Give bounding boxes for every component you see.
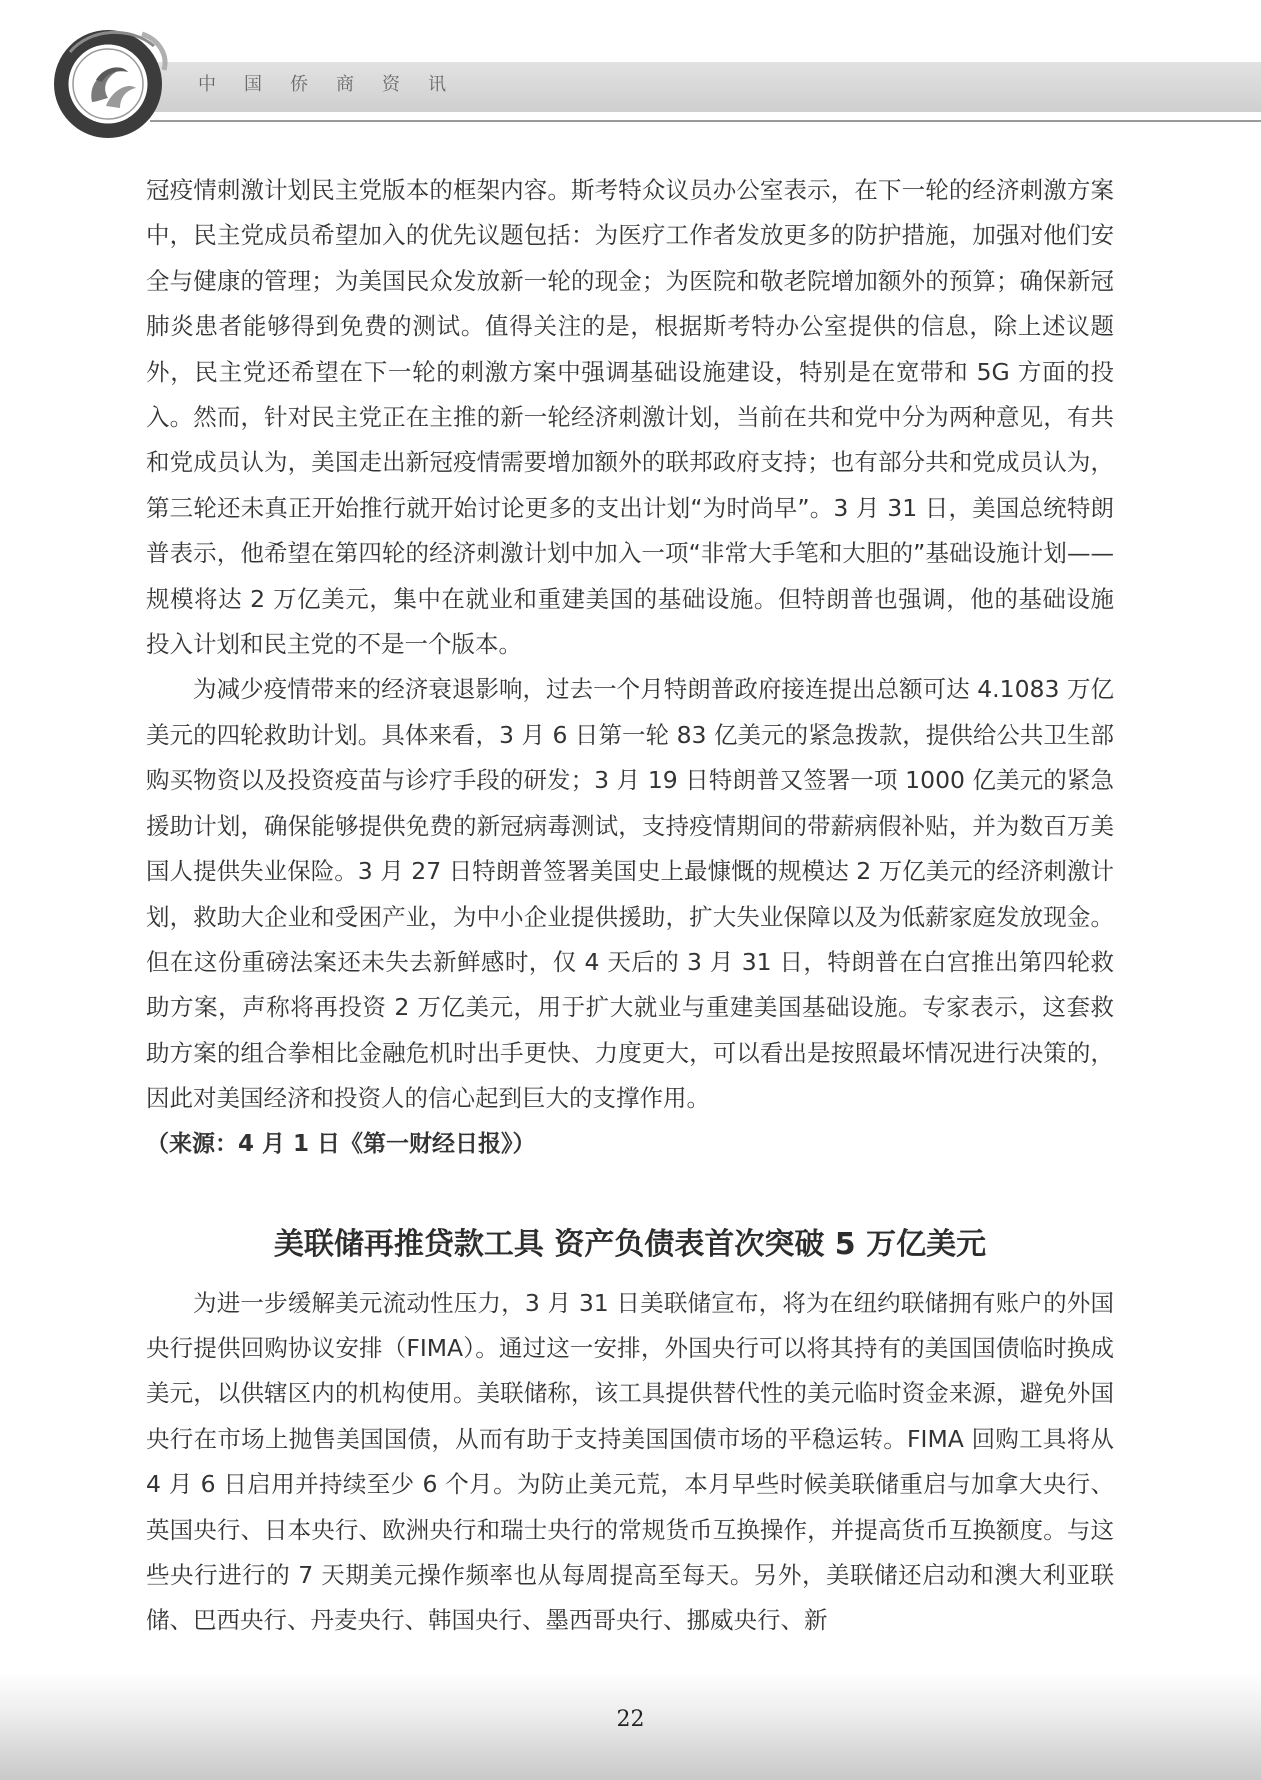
article-content: [146, 168, 1114, 1644]
paragraph-3: 为进一步缓解美元流动性压力，3 月 31 日美联储宣布，将为在纽约联储拥有账户的外国央行提供回购协议安排（FIMA）。通过这一安排，外国央行可以将其持有的美国国债临时换成美元，以供辖区内的机构使用。美联储称，该工具提供替代性的美元临时资金来源，避免外国央行在市场上抛售美国国债，从而有助于支持美国国债市场的平稳运转。FIMA 回购工具将从 4 月 6 日启用并持续至少 6 个月。为防止美元荒，本月早些时候美联储重启与加拿大央行、英国央行、日本央行、欧洲央行和瑞士央行的常规货币互换操作，并提高货币互换额度。与这些央行进行的 7 天期美元操作频率也从每周提高至每天。另外，美联储还启动和澳大利亚联储、巴西央行、丹麦央行、韩国央行、墨西哥央行、挪威央行、新: [146, 1288, 1114, 1635]
header-underline: [150, 120, 1261, 122]
article-title: 美联储再推贷款工具 资产负债表首次突破 5 万亿美元: [273, 1226, 987, 1262]
paragraph-2: 为减少疫情带来的经济衰退影响，过去一个月特朗普政府接连提出总额可达 4.1083 万亿美元的四轮救助计划。具体来看，3 月 6 日第一轮 83 亿美元的紧急拨款，提供给公共卫生部购买物资以及投资疫苗与诊疗手段的研发；3 月 19 日特朗普又签署一项 1000 亿美元的紧急援助计划，确保能够提供免费的新冠病毒测试，支持疫情期间的带薪病假补贴，并为数百万美国人提供失业保险。3 月 27 日特朗普签署美国史上最慷慨的规模达 2 万亿美元的经济刺激计划，救助大企业和受困产业，为中小企业提供援助，扩大失业保障以及为低薪家庭发放现金。但在这份重磅法案还未失去新鲜感时，仅 4 天后的 3 月 31 日，特朗普在白宫推出第四轮救助方案，声称将再投资 2 万亿美元，用于扩大就业与重建美国基础设施。专家表示，这套救助方案的组合拳相比金融危机时出手更快、力度更大，可以看出是按照最坏情况进行决策的，因此对美国经济和投资人的信心起到巨大的支撑作用。: [146, 675, 1114, 1113]
paragraph-1: 冠疫情刺激计划民主党版本的框架内容。斯考特众议员办公室表示，在下一轮的经济刺激方案中，民主党成员希望加入的优先议题包括：为医疗工作者发放更多的防护措施，加强对他们安全与健康的管理；为美国民众发放新一轮的现金；为医院和敬老院增加额外的预算；确保新冠肺炎患者能够得到免费的测试。值得关注的是，根据斯考特办公室提供的信息，除上述议题外，民主党还希望在下一轮的刺激方案中强调基础设施建设，特别是在宽带和 5G 方面的投入。然而，针对民主党正在主推的新一轮经济刺激计划，当前在共和党中分为两种意见，有共和党成员认为，美国走出新冠疫情需要增加额外的联邦政府支持；也有部分共和党成员认为，第三轮还未真正开始推行就开始讨论更多的支出计划“为时尚早”。3 月 31 日，美国总统特朗普表示，他希望在第四轮的经济刺激计划中加入一项“非常大手笔和大胆的”基础设施计划——规模将达 2 万亿美元，集中在就业和重建美国的基础设施。但特朗普也强调，他的基础设施投入计划和民主党的不是一个版本。: [146, 176, 1114, 659]
logo: [50, 22, 170, 140]
logo-emblem-icon: [50, 22, 170, 140]
page-number: 22: [616, 1707, 645, 1732]
header-title: 中国侨商资讯: [198, 74, 474, 95]
source-citation: （来源：4 月 1 日《第一财经日报》）: [146, 1130, 536, 1157]
